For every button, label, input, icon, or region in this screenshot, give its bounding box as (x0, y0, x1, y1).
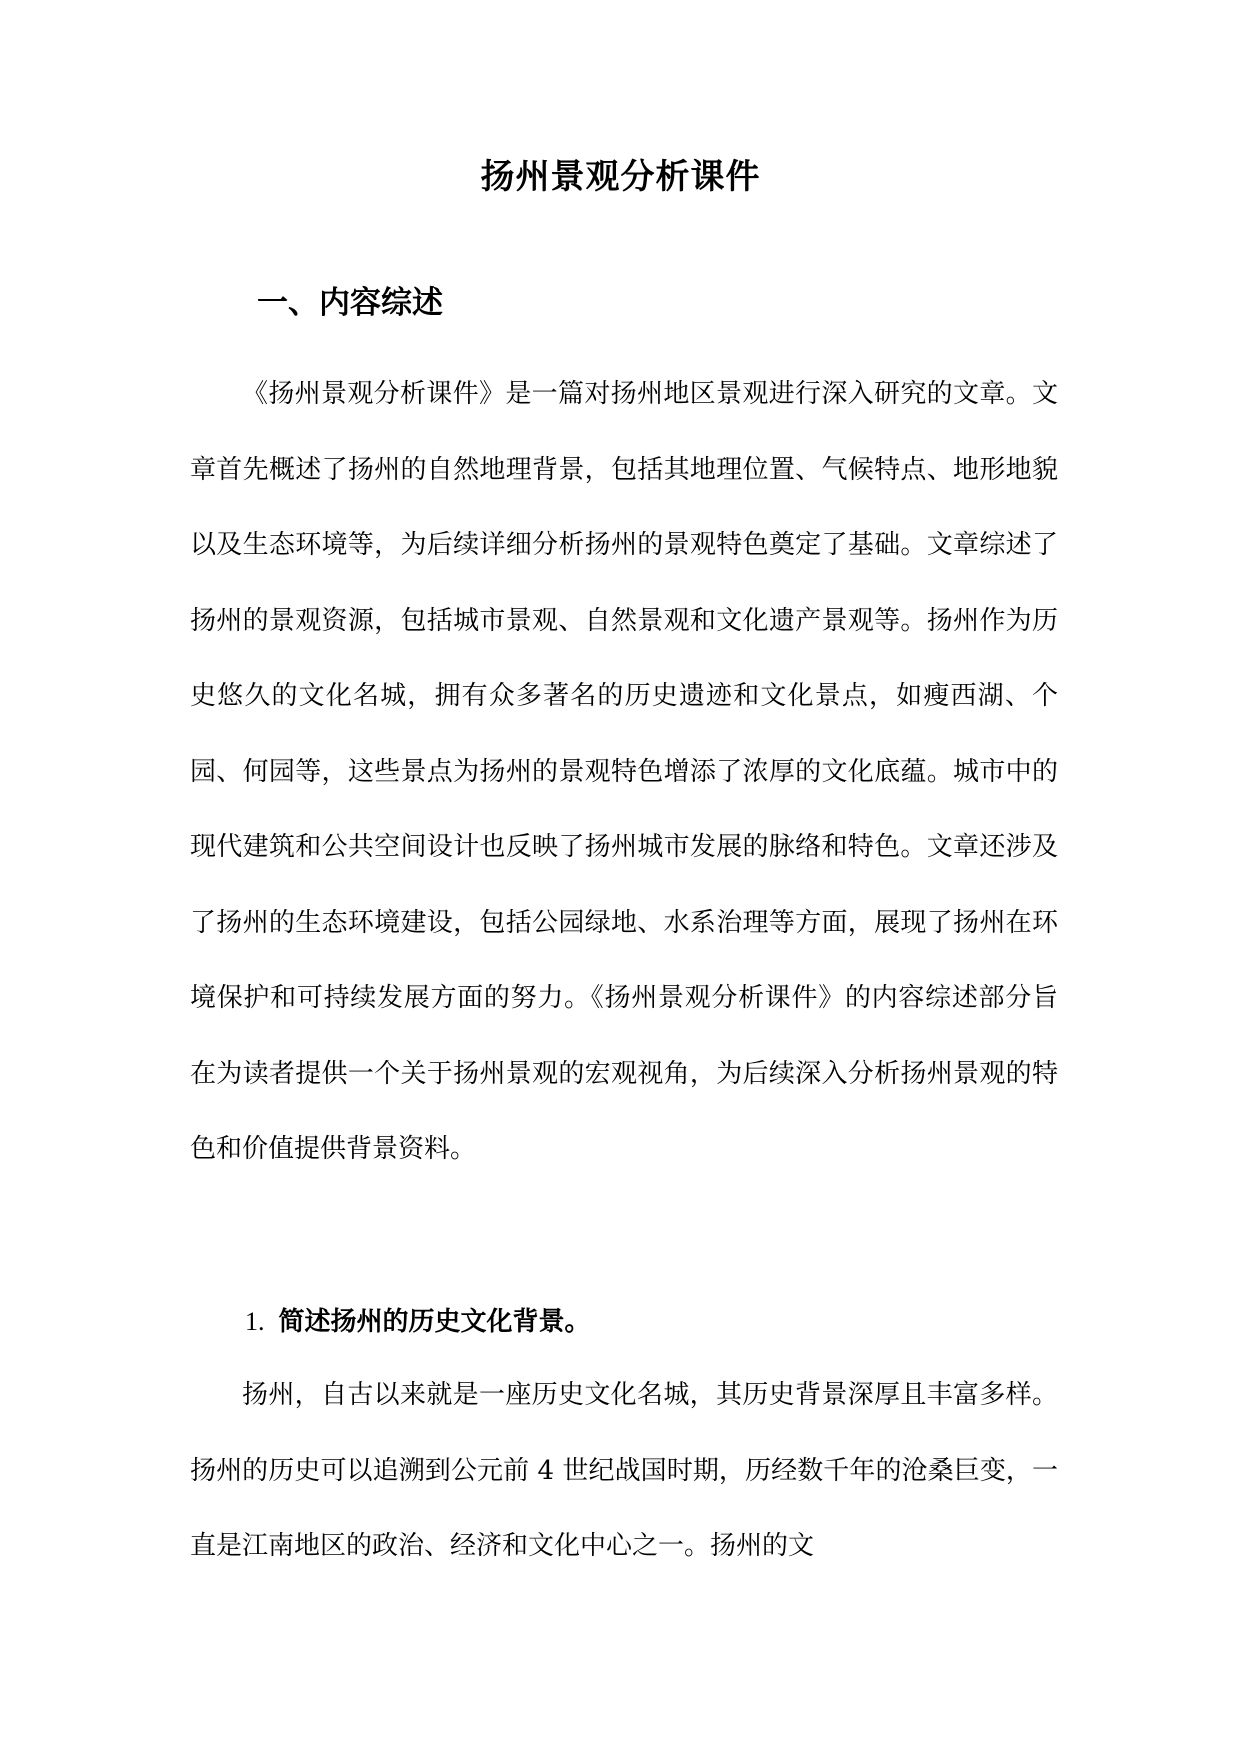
history-paragraph: 扬州，自古以来就是一座历史文化名城，其历史背景深厚且丰富多样。扬州的历史可以追溯到公元前 4 世纪战国时期，历经数千年的沧桑巨变，一直是江南地区的政治、经济和文化中心之一。扬州的文 (190, 1380, 1058, 1561)
subsection-number: 1. (245, 1307, 265, 1336)
subsection-heading-text: 简述扬州的历史文化背景。 (278, 1307, 591, 1337)
subsection-heading-history (245, 1302, 591, 1342)
document-title: 扬州景观分析课件 (480, 157, 761, 197)
overview-paragraph: 《扬州景观分析课件》是一篇对扬州地区景观进行深入研究的文章。文章首先概述了扬州的自然地理背景，包括其地理位置、气候特点、地形地貌以及生态环境等，为后续详细分析扬州的景观特色奠定了基础。文章综述了扬州的景观资源，包括城市景观、自然景观和文化遗产景观等。扬州作为历史悠久的文化名城，拥有众多著名的历史遗迹和文化景点，如瘦西湖、个园、何园等，这些景点为扬州的景观特色增添了浓厚的文化底蕴。城市中的现代建筑和公共空间设计也反映了扬州城市发展的脉络和特色。文章还涉及了扬州的生态环境建设，包括公园绿地、水系治理等方面，展现了扬州在环境保护和可持续发展方面的努力。《扬州景观分析课件》的内容综述部分旨在为读者提供一个关于扬州景观的宏观视角，为后续深入分析扬州景观的特色和价值提供背景资料。 (190, 379, 1058, 1164)
section-heading-overview: 一、内容综述 (257, 285, 443, 321)
